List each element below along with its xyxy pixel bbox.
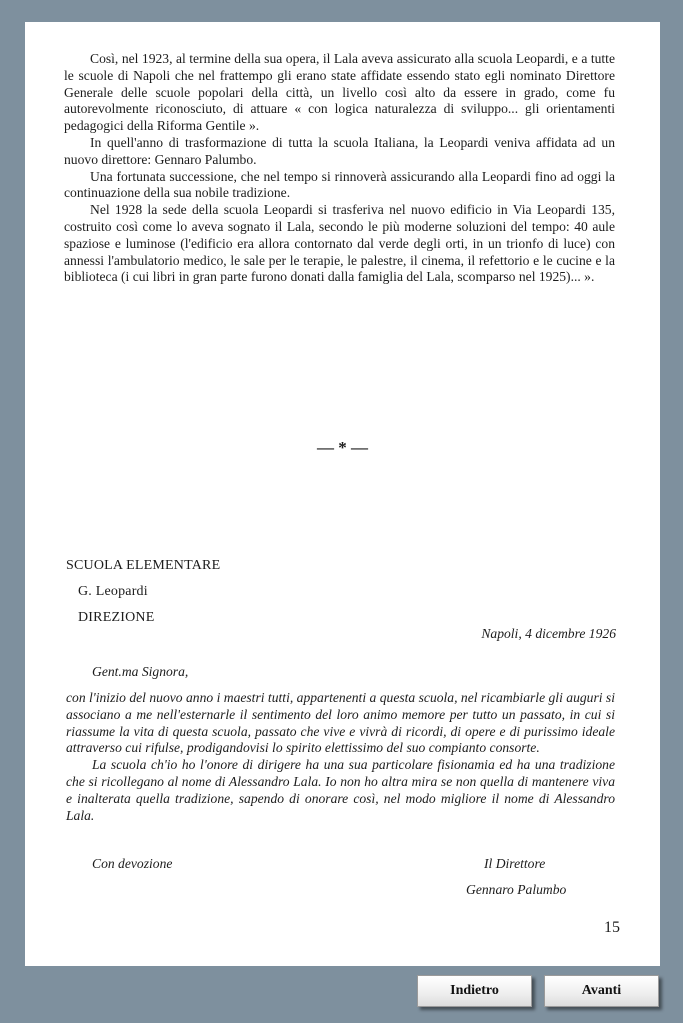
document-page: [25, 22, 660, 966]
article-paragraph-2: In quell'anno di trasformazione di tutta la scuola Italiana, la Leopardi veniva affidata ad un nuovo direttore: Gennaro Palumbo.: [64, 134, 615, 167]
letter-closing: Con devozione: [92, 856, 173, 871]
article-paragraph-3: Una fortunata successione, che nel tempo si rinnoverà assicurando alla Leopardi fino ad oggi la continuazione della sua nobile tradizione.: [64, 168, 615, 201]
signature-title: Il Direttore: [484, 856, 546, 871]
letterhead-name: G. Leopardi: [78, 584, 148, 599]
letter-date: Napoli, 4 dicembre 1926: [481, 626, 616, 641]
back-button[interactable]: Indietro: [417, 975, 532, 1007]
article-paragraph-1: Così, nel 1923, al termine della sua opera, il Lala aveva assicurato alla scuola Leopardi, e a tutte le scuole di Napoli che nel frattempo gli erano state affidate essendo stato egli nominato Direttore Generale delle scuole popolari della città, un livello così alto da essere in grado, come fu autorevolmente riconosciuto, di attuare « con logica naturalezza di sviluppo... gli orientamenti pedagogici della Riforma Gentile ».: [64, 51, 615, 134]
letter-salutation: Gent.ma Signora,: [92, 664, 189, 679]
page-number: 15: [604, 919, 620, 936]
article-text: [64, 51, 615, 286]
letterhead-office: DIREZIONE: [78, 610, 155, 625]
letter-paragraph-2: La scuola ch'io ho l'onore di dirigere ha una sua particolare fisionamia ed ha una tradizione che si ricollegano al nome di Alessandro Lala. Io non ho altra mira se non quella di mantenere viva e inalterata quella tradizione, sapendo di onorare così, nel modo migliore il nome di Alessandro Lala.: [66, 757, 615, 823]
next-button[interactable]: Avanti: [544, 975, 659, 1007]
signature-name: Gennaro Palumbo: [466, 882, 567, 897]
letter-body: [66, 690, 615, 824]
letterhead-school: SCUOLA ELEMENTARE: [66, 558, 221, 573]
letter-paragraph-1: con l'inizio del nuovo anno i maestri tutti, appartenenti a questa scuola, nel ricambiarle gli auguri si associano a me nell'esternarle il sentimento del loro animo memore per tutto un passato, in cui si riassume la vita di questa scuola, passato che vive e vivrà di ricordi, di opere e di purissimo ideale attraverso cui rifulse, prodigandovisi lo spirito elettissimo del suo compianto consorte.: [66, 690, 615, 756]
article-paragraph-4: Nel 1928 la sede della scuola Leopardi si trasferiva nel nuovo edificio in Via Leopardi 135, costruito così come lo aveva sognato il Lala, secondo le più moderne soluzioni del tempo: 40 aule spaziose e luminose (l'edificio era allora contornato dal verde degli orti, in un trionfo di luce) con annessi l'ambulatorio medico, le sale per le terapie, le palestre, il cinema, il refettorio e le cucine e la biblioteca (i cui libri in gran parte furono donati dalla famiglia del Lala, scomparso nel 1925)... ».: [64, 202, 615, 285]
section-separator: — * —: [317, 438, 368, 457]
